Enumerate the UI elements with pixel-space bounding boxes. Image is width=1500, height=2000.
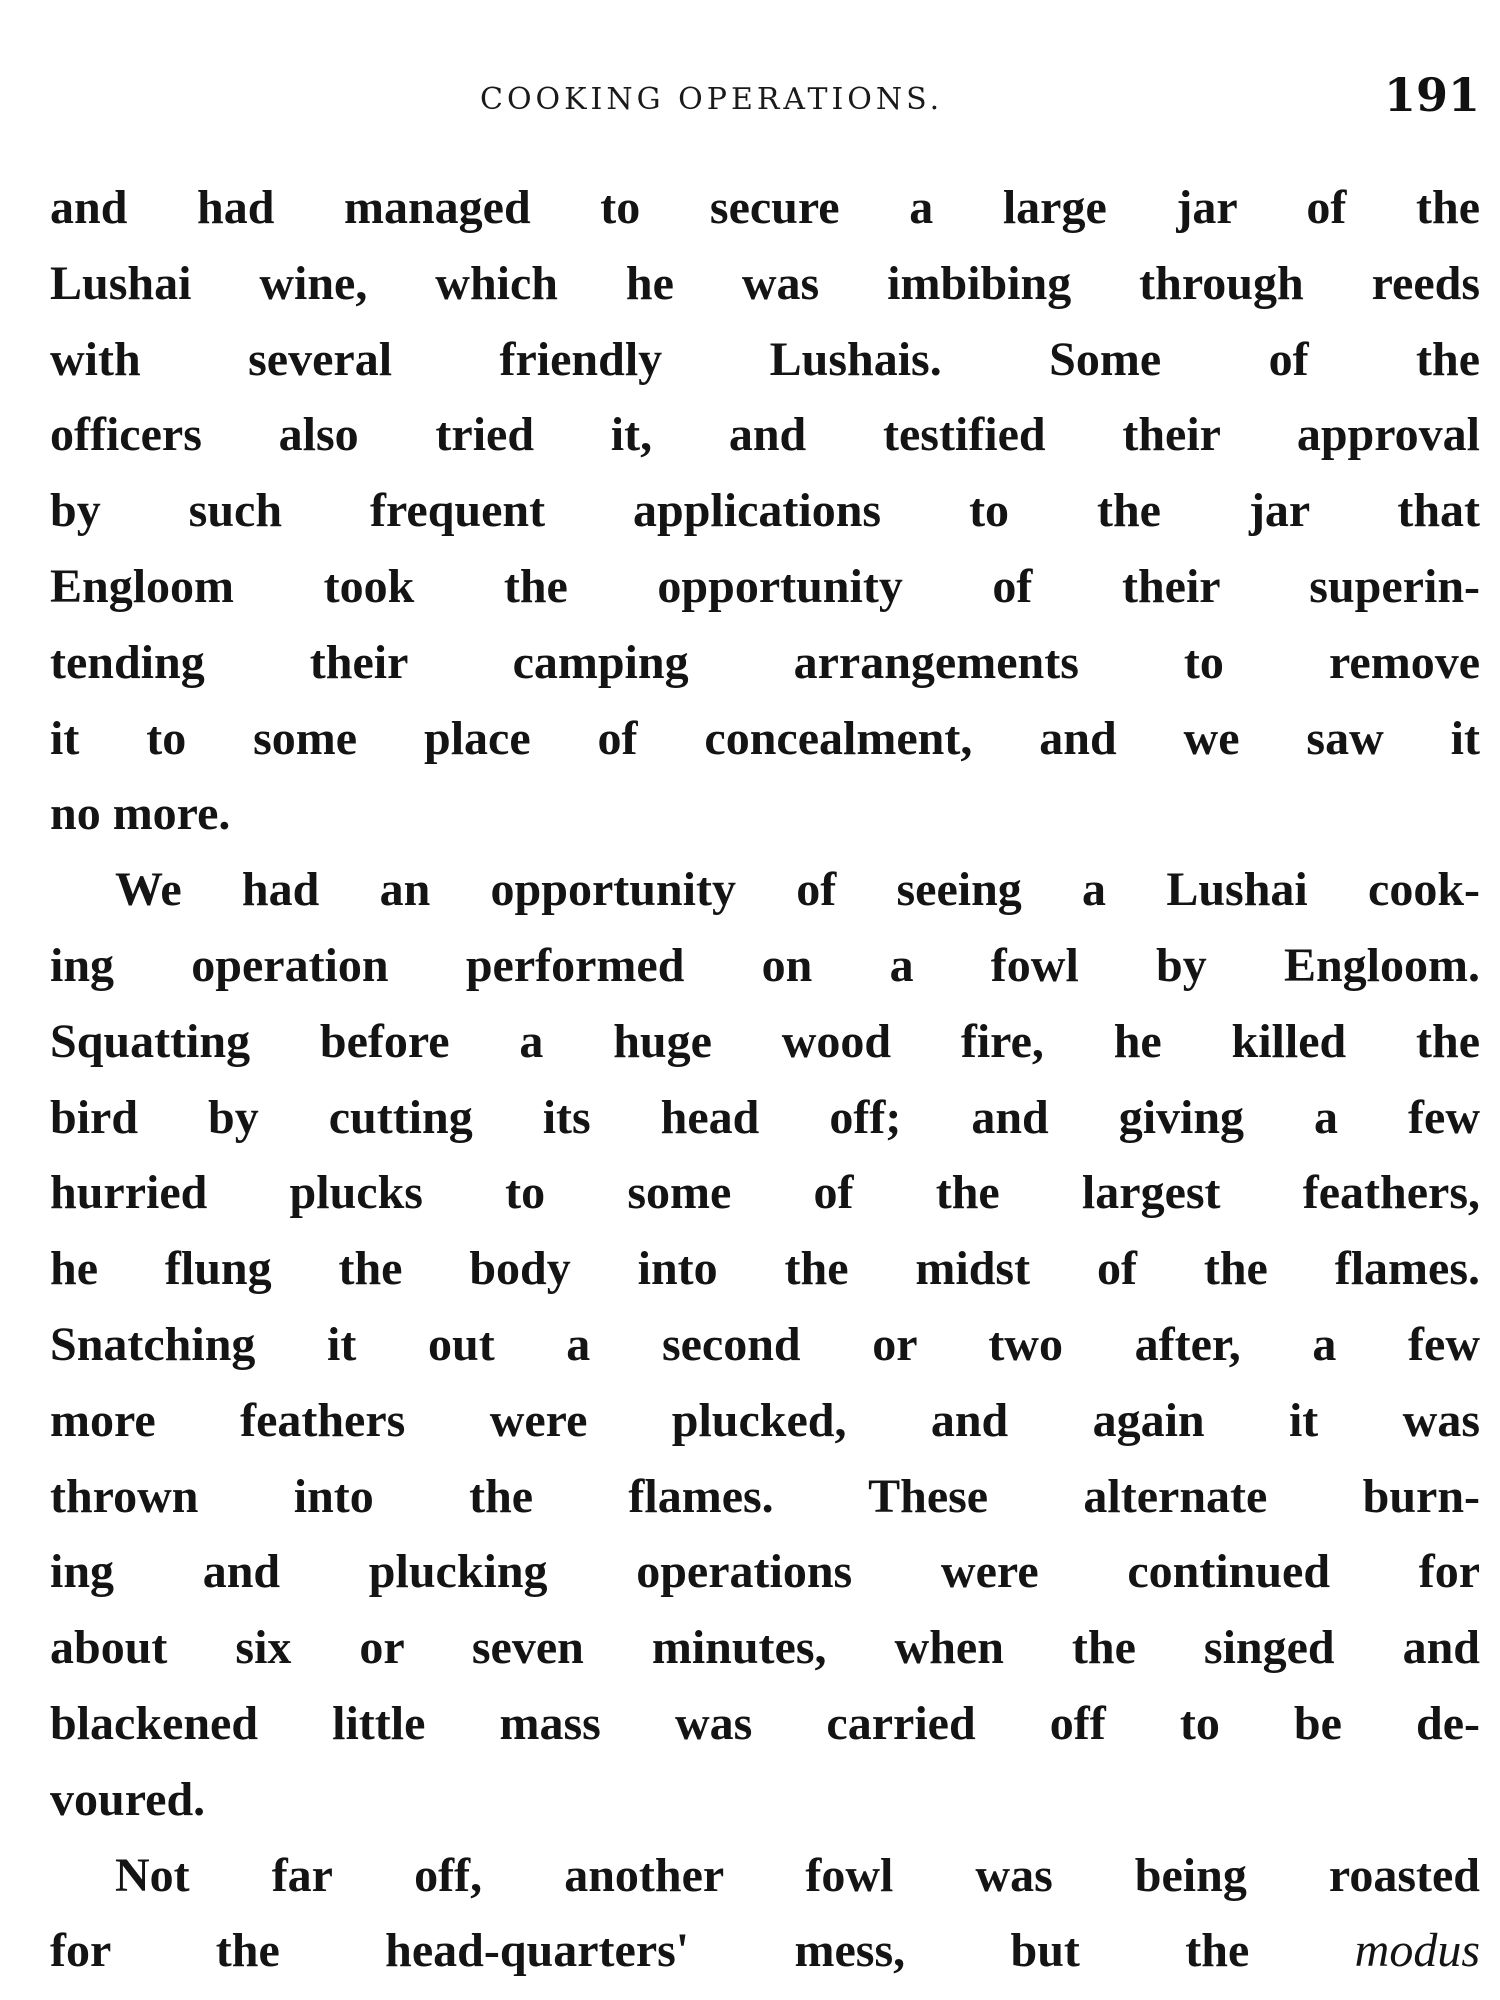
text-line: ing and plucking operations were continued for <box>50 1545 1480 1599</box>
text-line: officers also tried it, and testified their approval <box>50 408 1480 462</box>
text-line: voured. <box>50 1772 206 1826</box>
italic-word: modus <box>1354 1924 1480 1978</box>
text-line: more feathers were plucked, and again it was <box>50 1393 1480 1447</box>
text-line: by such frequent applications to the jar that <box>50 484 1480 538</box>
text-line: thrown into the flames. These alternate burn- <box>50 1469 1480 1523</box>
text-line: Lushai wine, which he was imbibing through reeds <box>50 256 1480 310</box>
page-number: 191 <box>1383 68 1480 122</box>
text-line: tending their camping arrangements to remove <box>50 635 1480 689</box>
running-head <box>50 62 1480 142</box>
text-segment: for the head-quarters' mess, but the <box>50 1924 1250 1978</box>
text-line: it to some place of concealment, and we saw it <box>50 711 1480 765</box>
paragraph-3 <box>50 1838 1480 1990</box>
running-title: COOKING OPERATIONS. <box>480 82 944 117</box>
text-line: We had an opportunity of seeing a Lushai cook- <box>115 863 1480 917</box>
text-line: Not far off, another fowl was being roasted <box>115 1848 1480 1902</box>
text-line: with several friendly Lushais. Some of the <box>50 332 1480 386</box>
text-line: ing operation performed on a fowl by Engloom. <box>50 938 1480 992</box>
text-line: Engloom took the opportunity of their superin- <box>50 559 1480 613</box>
text-line-with-italic <box>50 1913 1480 1989</box>
text-line: about six or seven minutes, when the singed and <box>50 1621 1480 1675</box>
text-line: he flung the body into the midst of the flames. <box>50 1242 1480 1296</box>
text-line: and had managed to secure a large jar of the <box>50 181 1480 234</box>
text-line: Squatting before a huge wood fire, he killed the <box>50 1014 1480 1068</box>
text-line: no more. <box>50 787 231 841</box>
paragraph-2 <box>50 852 1480 1837</box>
text-line: blackened little mass was carried off to be de- <box>50 1696 1480 1750</box>
text-line: hurried plucks to some of the largest feathers, <box>50 1166 1480 1220</box>
body-text <box>50 170 1480 1989</box>
text-line: bird by cutting its head off; and giving a few <box>50 1090 1480 1144</box>
paragraph-1 <box>50 170 1480 852</box>
text-line: Snatching it out a second or two after, a few <box>50 1317 1480 1371</box>
